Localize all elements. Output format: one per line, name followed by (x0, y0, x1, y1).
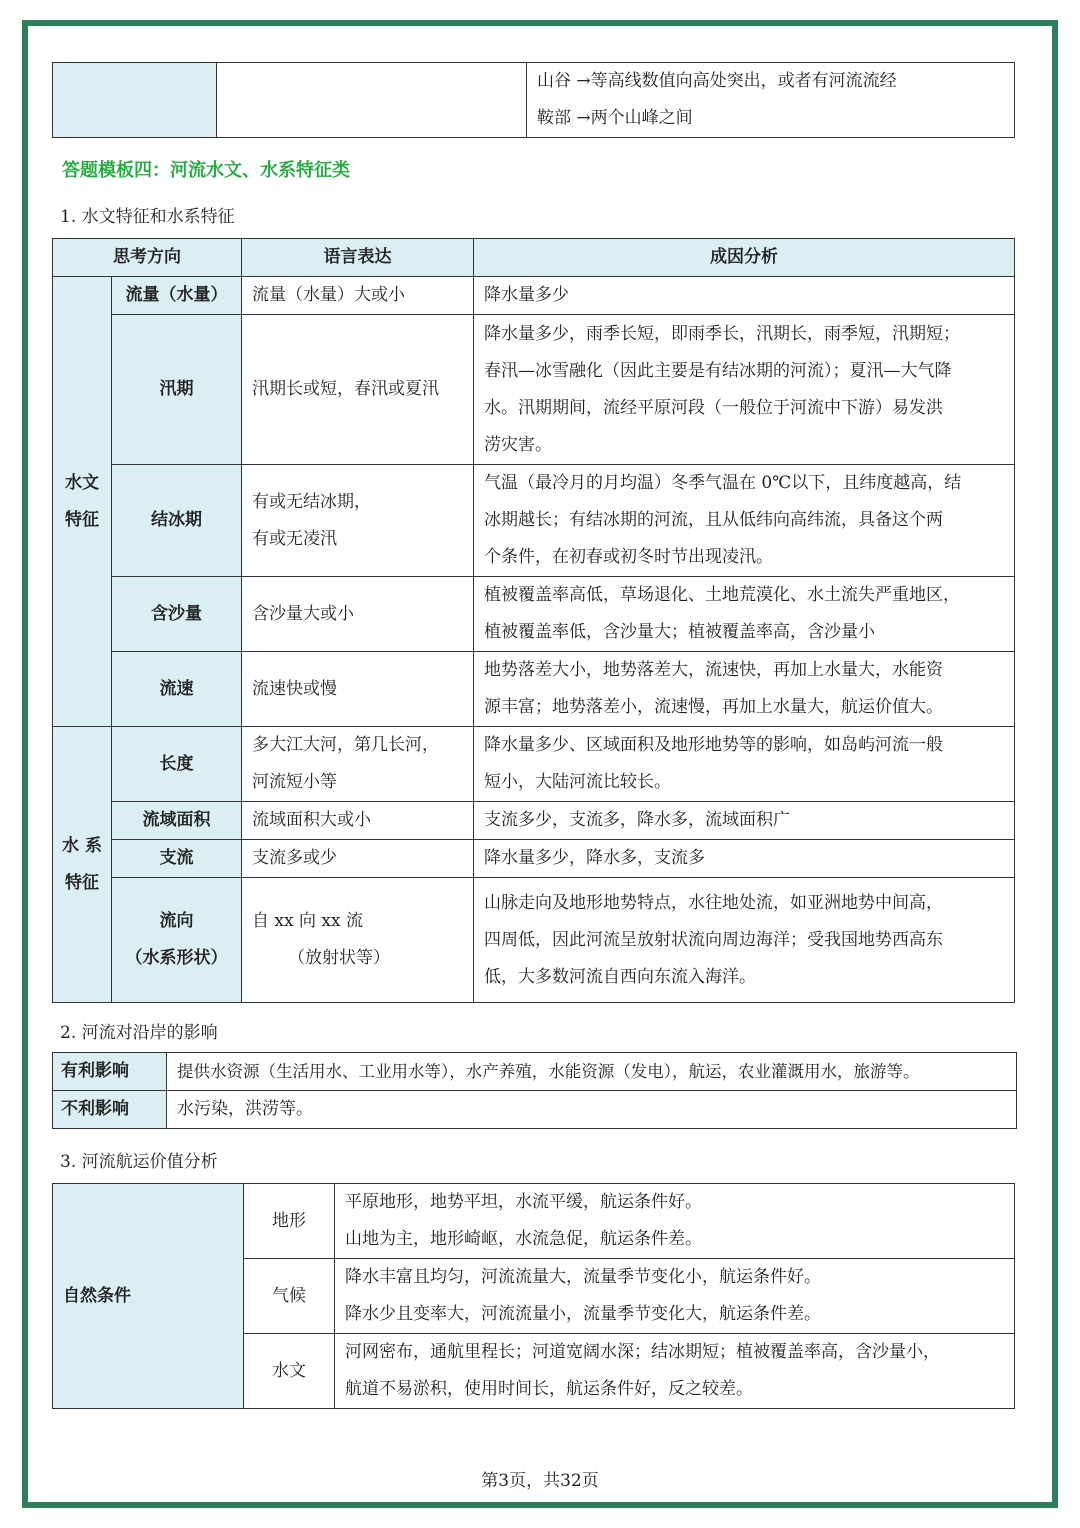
cause-line: 源丰富；地势落差小，流速慢，再加上水量大，航运价值大。 (484, 697, 943, 717)
top-table-blue-cell (53, 63, 217, 138)
cause-line: 气温（最冷月的月均温）冬季气温在 0℃以下，且纬度越高，结 (484, 473, 962, 493)
cause-line: 山脉走向及地形地势特点，水往地处流，如亚洲地势中间高， (484, 892, 943, 913)
direction-line: 流向 (159, 911, 194, 931)
negative-impact-label: 不利影响 (53, 1091, 167, 1129)
header-direction: 思考方向 (53, 239, 242, 277)
row-cause (474, 840, 1015, 878)
expr-line: （放射状等） (288, 948, 390, 968)
cause-line: 降水量多少、区域面积及地形地势等的影响，如岛屿河流一般 (484, 735, 943, 755)
page-footer: 第3页，共32页 (481, 1471, 599, 1491)
positive-impact-label: 有利影响 (53, 1053, 167, 1091)
expr-line: 含沙量大或小 (252, 603, 354, 624)
group-label-line: 水 系 (62, 835, 102, 856)
expr-line: 有或无凌汛 (252, 528, 337, 549)
row-direction: 含沙量 (112, 577, 242, 652)
row-cause (474, 577, 1015, 652)
cause-line: 个条件，在初春或初冬时节出现凌汛。 (484, 547, 773, 567)
expr-line: 支流多或少 (252, 848, 337, 868)
row-direction: 长度 (112, 727, 242, 802)
row-cause (474, 465, 1015, 577)
navigation-table (52, 1183, 1015, 1409)
cause-line: 水。汛期期间，流经平原河段（一般位于河流中下游）易发洪 (484, 397, 943, 418)
expr-line: 流量（水量）大或小 (252, 285, 405, 305)
section-title: 答题模板四：河流水文、水系特征类 (62, 160, 350, 181)
negative-impact-text: 水污染，洪涝等。 (167, 1091, 1017, 1129)
row-direction: 流量（水量） (112, 277, 242, 315)
expr-line: 河流短小等 (252, 772, 337, 792)
expr-line: 多大江大河，第几长河， (252, 735, 439, 755)
factor-line: 河网密布，通航里程长；河道宽阔水深；结冰期短；植被覆盖率高，含沙量小， (345, 1342, 940, 1362)
row-direction: 流域面积 (112, 802, 242, 840)
cause-line: 低，大多数河流自西向东流入海洋。 (484, 966, 756, 987)
row-expression (242, 652, 474, 727)
positive-impact-text: 提供水资源（生活用水、工业用水等），水产养殖，水能资源（发电），航运，农业灌溉用水，旅游等。 (167, 1053, 1017, 1091)
row-cause (474, 315, 1015, 465)
group-label-line: 特征 (65, 509, 99, 530)
cause-line: 支流多少，支流多，降水多，流域面积广 (484, 810, 790, 830)
row-cause (474, 277, 1015, 315)
expr-line: 汛期长或短，春汛或夏汛 (252, 379, 439, 399)
header-expression: 语言表达 (242, 239, 474, 277)
cause-line: 植被覆盖率高低，草场退化、土地荒漠化、水土流失严重地区， (484, 585, 960, 605)
direction-line: （水系形状） (125, 948, 228, 968)
row-direction: 流速 (112, 652, 242, 727)
cause-line: 短小，大陆河流比较长。 (484, 772, 671, 792)
row-expression (242, 727, 474, 802)
row-direction: 汛期 (112, 315, 242, 465)
cause-line: 四周低，因此河流呈放射状流向周边海洋；受我国地势西高东 (484, 929, 943, 950)
factor-label: 气候 (244, 1259, 335, 1334)
cause-line: 降水量多少 (484, 285, 569, 305)
factor-line: 降水少且变率大，河流流量小，流量季节变化大，航运条件差。 (345, 1304, 821, 1324)
row-cause (474, 727, 1015, 802)
expr-line: 有或无结冰期， (252, 491, 371, 512)
hydrology-table (52, 238, 1015, 1003)
row-cause (474, 652, 1015, 727)
row-expression (242, 577, 474, 652)
factor-line: 航道不易淤积，使用时间长，航运条件好，反之较差。 (345, 1379, 753, 1399)
factor-line: 山地为主，地形崎岖，水流急促，航运条件差。 (345, 1229, 702, 1249)
row-cause (474, 878, 1015, 1003)
cause-line: 地势落差大小，地势落差大，流速快，再加上水量大，水能资 (484, 660, 943, 680)
cause-line: 冰期越长；有结冰期的河流，且从低纬向高纬流，具备这个两 (484, 510, 943, 530)
factor-label: 地形 (244, 1184, 335, 1259)
impact-table (52, 1052, 1017, 1129)
subsection-title-3: 3. 河流航运价值分析 (60, 1152, 218, 1172)
cause-line: 涝灾害。 (484, 434, 552, 455)
top-table-line: 山谷 →等高线数值向高处突出，或者有河流流经 (537, 71, 897, 91)
row-expression (242, 840, 474, 878)
header-cause: 成因分析 (474, 239, 1015, 277)
top-table-empty-cell (217, 63, 527, 138)
cause-line: 春汛—冰雪融化（因此主要是有结冰期的河流）；夏汛—大气降 (484, 360, 952, 381)
cause-line: 植被覆盖率低，含沙量大；植被覆盖率高，含沙量小 (484, 622, 875, 642)
expr-line: 流域面积大或小 (252, 810, 371, 830)
row-direction (112, 878, 242, 1003)
subsection-title-1: 1. 水文特征和水系特征 (60, 207, 235, 227)
top-table (52, 62, 1015, 138)
group-label-line: 特征 (65, 872, 99, 893)
row-expression (242, 465, 474, 577)
factor-line: 降水丰富且均匀，河流流量大，流量季节变化小，航运条件好。 (345, 1267, 821, 1287)
row-direction: 支流 (112, 840, 242, 878)
factor-text (335, 1184, 1015, 1259)
group-hydrology (53, 277, 112, 727)
natural-conditions-label: 自然条件 (53, 1184, 244, 1409)
factor-text (335, 1259, 1015, 1334)
cause-line: 降水量多少，雨季长短，即雨季长，汛期长，雨季短，汛期短； (484, 323, 960, 344)
row-expression (242, 802, 474, 840)
row-expression (242, 277, 474, 315)
row-direction: 结冰期 (112, 465, 242, 577)
row-expression (242, 878, 474, 1003)
row-expression (242, 315, 474, 465)
expr-line: 自 xx 向 xx 流 (252, 911, 363, 931)
group-label-line: 水文 (65, 472, 99, 493)
factor-label: 水文 (244, 1334, 335, 1409)
cause-line: 降水量多少，降水多，支流多 (484, 848, 705, 868)
factor-text (335, 1334, 1015, 1409)
subsection-title-2: 2. 河流对沿岸的影响 (60, 1023, 218, 1043)
factor-line: 平原地形，地势平坦，水流平缓，航运条件好。 (345, 1192, 702, 1212)
group-drainage (53, 727, 112, 1003)
row-cause (474, 802, 1015, 840)
top-table-text-cell (527, 63, 1015, 138)
expr-line: 流速快或慢 (252, 678, 337, 699)
top-table-line: 鞍部 →两个山峰之间 (537, 108, 693, 128)
